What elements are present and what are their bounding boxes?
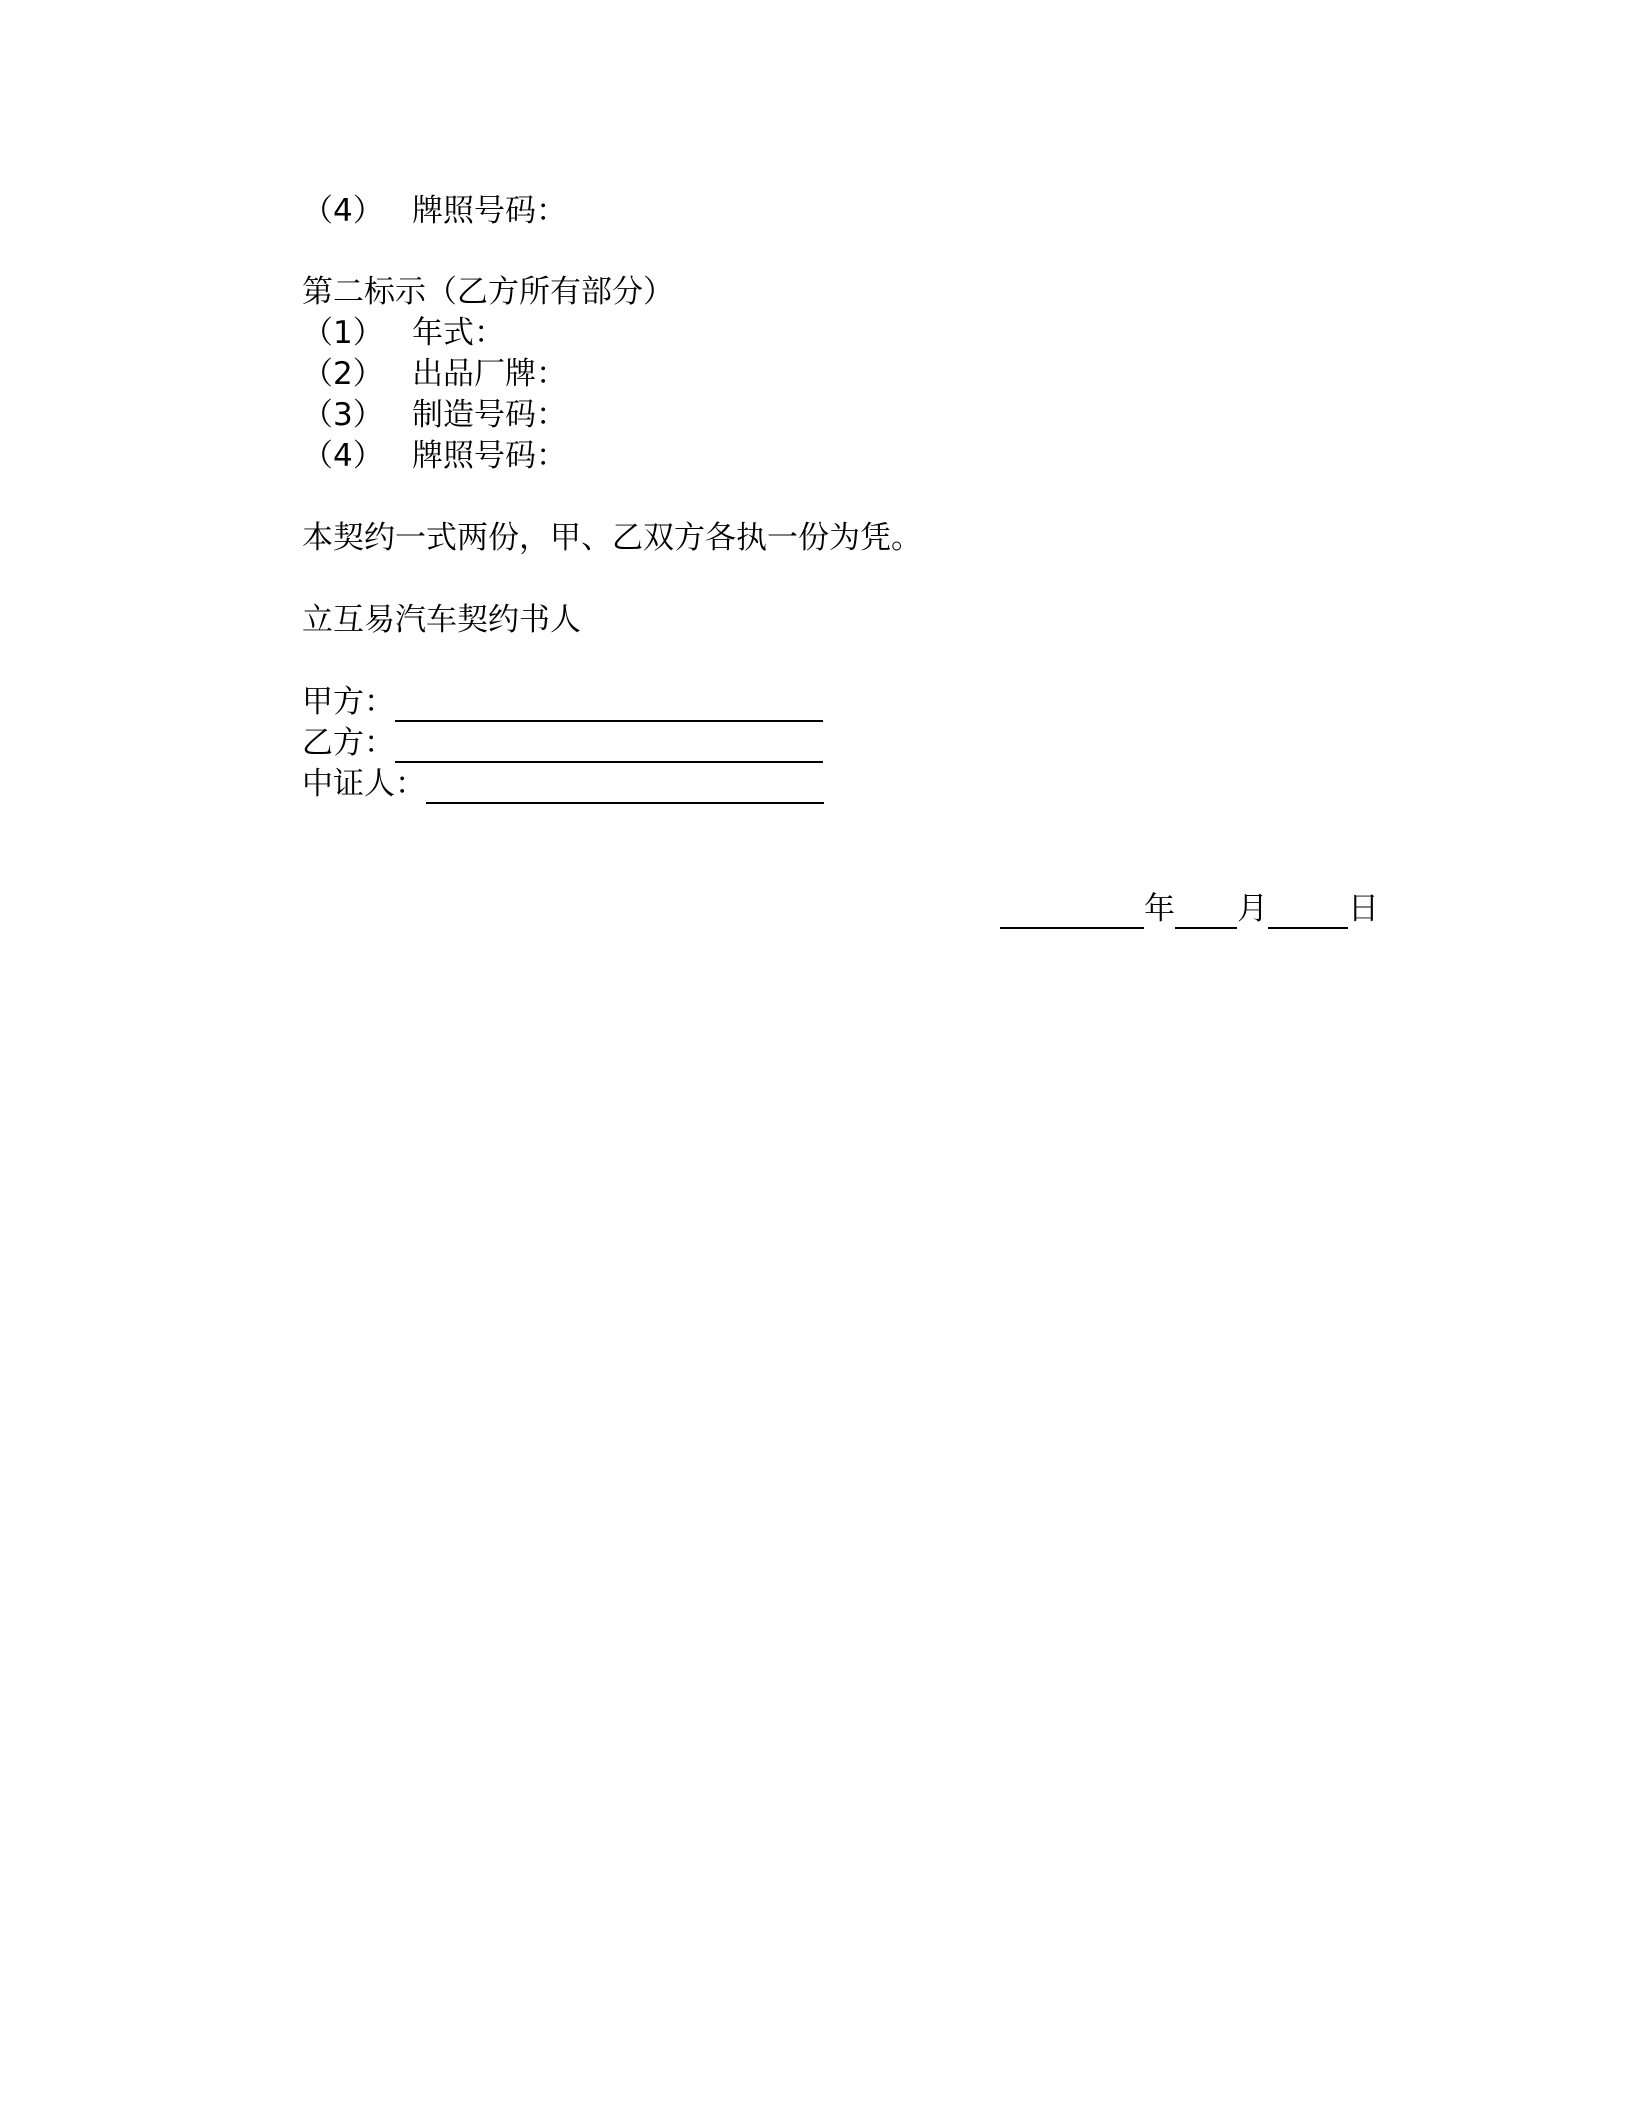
day-blank[interactable] — [1268, 897, 1348, 929]
item-number: （1） — [302, 315, 384, 351]
item-label: 年式： — [412, 315, 505, 351]
item-label: 牌照号码： — [412, 438, 567, 474]
signature-line[interactable] — [395, 731, 823, 763]
year-label: 年 — [1144, 891, 1175, 927]
item-number: （4） — [302, 438, 384, 474]
item-label: 制造号码： — [412, 397, 567, 433]
month-blank[interactable] — [1175, 897, 1237, 929]
signature-line[interactable] — [395, 690, 823, 722]
closing-statement: 本契约一式两份，甲、乙双方各执一份为凭。 — [302, 520, 922, 556]
item-number: （2） — [302, 356, 384, 392]
item-number: （3） — [302, 397, 384, 433]
signer-party-b — [302, 723, 823, 763]
signer-label: 中证人： — [302, 766, 426, 802]
day-label: 日 — [1348, 891, 1379, 927]
item-model-year — [302, 313, 505, 353]
year-blank[interactable] — [1000, 897, 1144, 929]
month-label: 月 — [1237, 891, 1268, 927]
item-license-plate-1 — [302, 191, 567, 231]
item-serial-number — [302, 395, 567, 435]
signer-witness — [302, 764, 824, 804]
signer-label: 乙方： — [302, 725, 395, 761]
section-heading: 第二标示（乙方所有部分） — [302, 274, 674, 310]
item-manufacturer — [302, 354, 567, 394]
signer-label: 甲方： — [302, 684, 395, 720]
item-label: 牌照号码： — [412, 193, 567, 229]
item-license-plate-2 — [302, 436, 567, 476]
date-line — [1000, 889, 1379, 929]
signer-party-a — [302, 682, 823, 722]
signature-line[interactable] — [426, 772, 824, 804]
item-label: 出品厂牌： — [412, 356, 567, 392]
item-number: （4） — [302, 193, 384, 229]
signers-heading: 立互易汽车契约书人 — [302, 602, 581, 638]
